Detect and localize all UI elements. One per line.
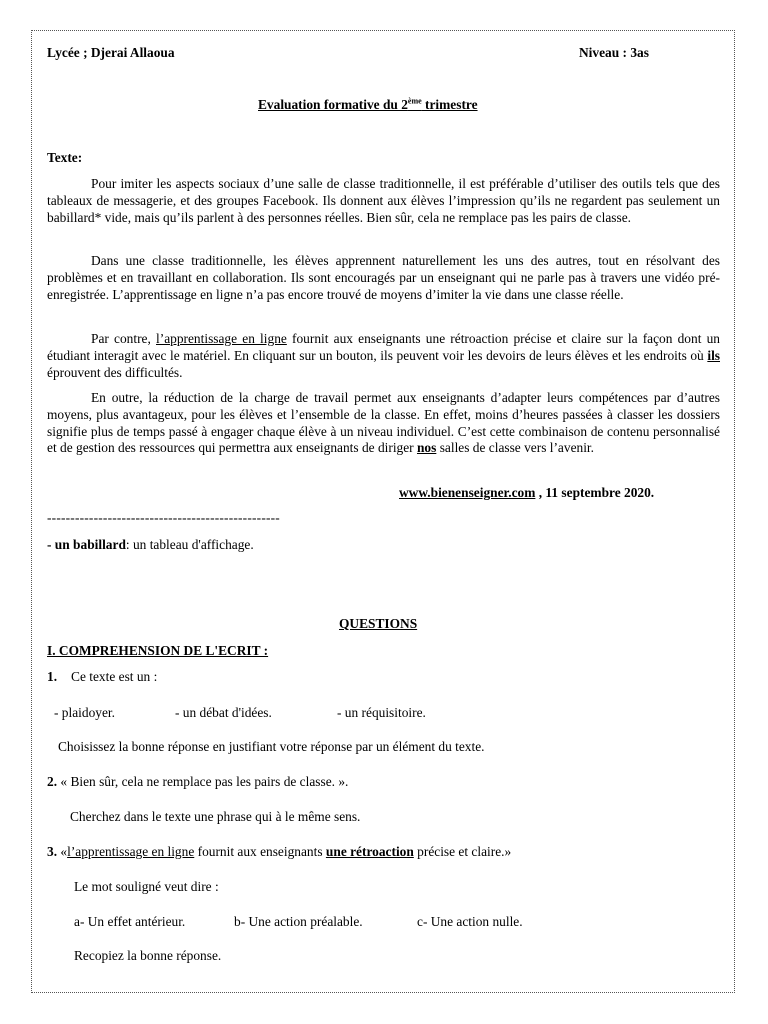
- q1-option-1: - plaidoyer.: [54, 705, 115, 720]
- paragraph-4: En outre, la réduction de la charge de travail permet aux enseignants d’adapter leurs compétences par d’autres moyens, plus avantageux, pour les élèves et l’ensemble de la classe. En effet, moins d’heures passées à classer les dossiers signifie plus de temps passé à engager chaque élève à un niveau individuel. C’est cette combinaison de contenu personnalisé et de gestion des ressources qui permettra aux enseignants de diriger nos salles de classe vers l’avenir.: [47, 390, 720, 456]
- question-3: 3. «l’apprentissage en ligne fournit aux enseignants une rétroaction précise et claire.»: [47, 844, 512, 859]
- q3-instruction: Le mot souligné veut dire :: [74, 879, 219, 894]
- q1-option-3: - un réquisitoire.: [337, 705, 426, 720]
- q3-option-b: b- Une action préalable.: [234, 914, 363, 929]
- glossary-entry: - un babillard: un tableau d'affichage.: [47, 537, 254, 552]
- retroaction-word: une rétroaction: [325, 844, 414, 859]
- online-learning-underlined: l’apprentissage en ligne: [156, 331, 287, 346]
- question-2: 2. « Bien sûr, cela ne remplace pas les pairs de classe. ».: [47, 774, 349, 789]
- nos-word: nos: [416, 440, 437, 456]
- separator-line: --------------------------------------------------: [47, 510, 280, 525]
- texte-label: Texte:: [47, 150, 83, 165]
- q2-instruction: Cherchez dans le texte une phrase qui à le même sens.: [70, 809, 361, 824]
- questions-heading: QUESTIONS: [339, 616, 418, 631]
- q3-option-a: a- Un effet antérieur.: [74, 914, 186, 929]
- q3-option-c: c- Une action nulle.: [417, 914, 523, 929]
- ils-word: ils: [707, 347, 720, 363]
- page-title: Evaluation formative du 2ème trimestre: [258, 96, 478, 112]
- school-name: Lycée ; Djerai Allaoua: [47, 45, 175, 60]
- q1-option-2: - un débat d'idées.: [175, 705, 272, 720]
- source-line: www.bienenseigner.com , 11 septembre 2020.: [399, 485, 655, 500]
- question-1: 1. Ce texte est un :: [47, 669, 158, 684]
- level-label: Niveau : 3as: [579, 45, 649, 60]
- q3-final-instruction: Recopiez la bonne réponse.: [74, 948, 222, 963]
- source-website: www.bienenseigner.com: [399, 485, 536, 500]
- paragraph-2: Dans une classe traditionnelle, les élèves apprennent naturellement les uns des autres, tout en résolvant des problèmes et en travaillant en collaboration. Ils sont encouragés par un enseignant qui ne parle pas à travers une vidéo pré-enregistrée. L’apprentissage en ligne n’a pas encore trouvé de moyens d’imiter la vie dans une classe réelle.: [47, 253, 720, 302]
- section-heading: I. COMPREHENSION DE L'ECRIT :: [47, 643, 269, 658]
- q1-instruction: Choisissez la bonne réponse en justifiant votre réponse par un élément du texte.: [58, 739, 485, 754]
- paragraph-1: Pour imiter les aspects sociaux d’une salle de classe traditionnelle, il est préférable d’utiliser des outils tels que des tableaux de messagerie, et des groupes Facebook. Ils donnent aux élèves l’impression qu’ils ne regardent pas seulement un babillard* vide, mais qu’ils parlent à des personnes réelles. Bien sûr, cela ne remplace pas les pairs de classe.: [47, 176, 720, 225]
- paragraph-3: Par contre, l’apprentissage en ligne fournit aux enseignants une rétroaction précise et claire sur la façon dont un étudiant interagit avec le matériel. En cliquant sur un bouton, ils peuvent voir les devoirs de leurs élèves et les endroits où ils éprouvent des difficultés.: [47, 331, 720, 380]
